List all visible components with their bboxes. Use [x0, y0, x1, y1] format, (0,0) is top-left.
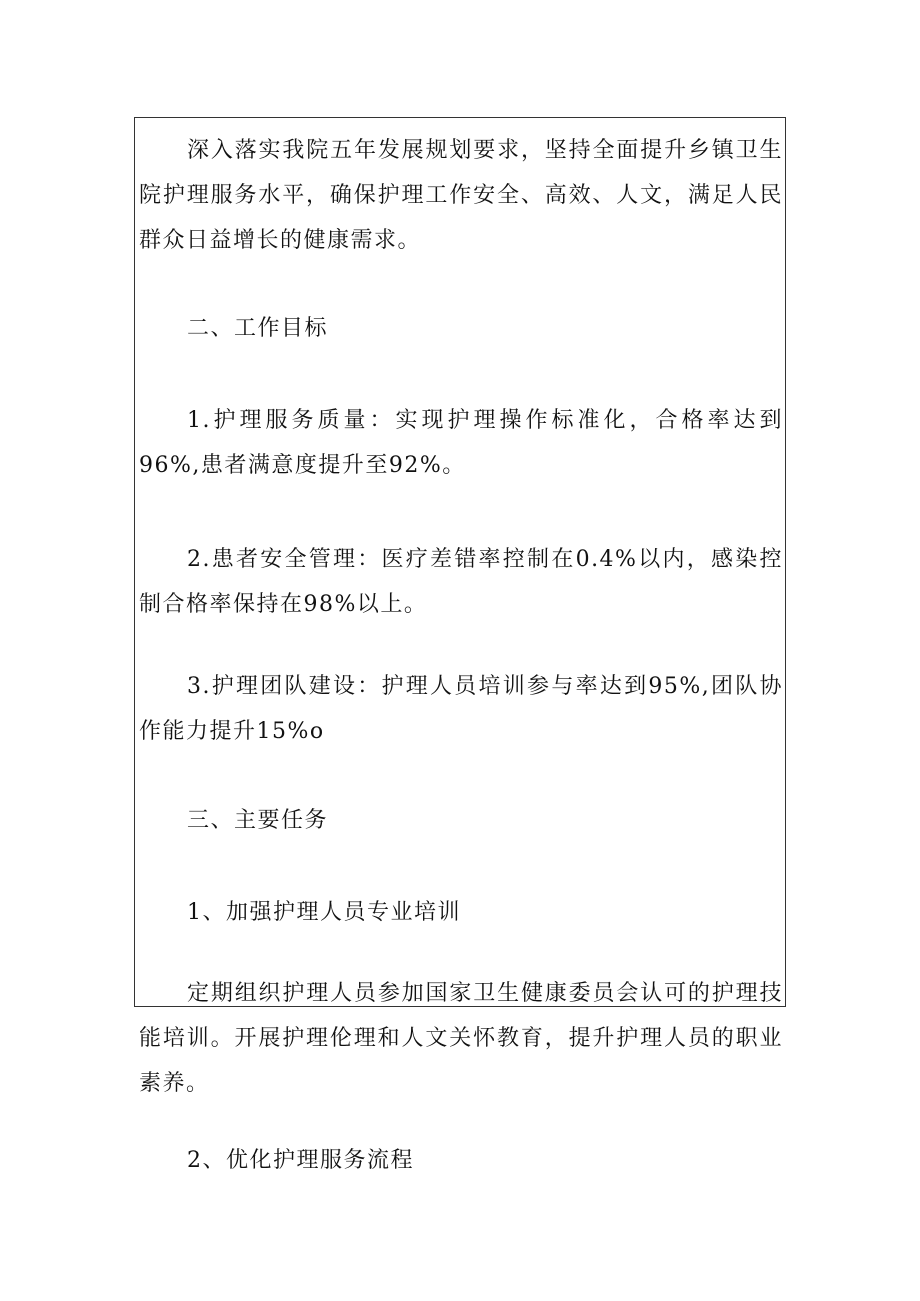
goal-item-1: 1.护理服务质量：实现护理操作标准化，合格率达到96%,患者满意度提升至92%。 [139, 408, 783, 478]
goal-item-3: 3.护理团队建设：护理人员培训参与率达到95%,团队协作能力提升15%o [139, 674, 783, 744]
task-heading-1: 1、加强护理人员专业培训 [187, 900, 461, 925]
goal-item-2: 2.患者安全管理：医疗差错率控制在0.4%以内，感染控制合格率保持在98%以上。 [139, 547, 783, 617]
intro-paragraph: 深入落实我院五年发展规划要求，坚持全面提升乡镇卫生院护理服务水平，确保护理工作安全、高效、人文，满足人民群众日益增长的健康需求。 [139, 138, 783, 253]
task-paragraph-1: 定期组织护理人员参加国家卫生健康委员会认可的护理技能培训。开展护理伦理和人文关怀教育，提升护理人员的职业素养。 [139, 981, 783, 1096]
section-heading-goals: 二、工作目标 [187, 316, 329, 341]
task-heading-2: 2、优化护理服务流程 [187, 1148, 414, 1173]
section-heading-tasks: 三、主要任务 [187, 808, 329, 833]
